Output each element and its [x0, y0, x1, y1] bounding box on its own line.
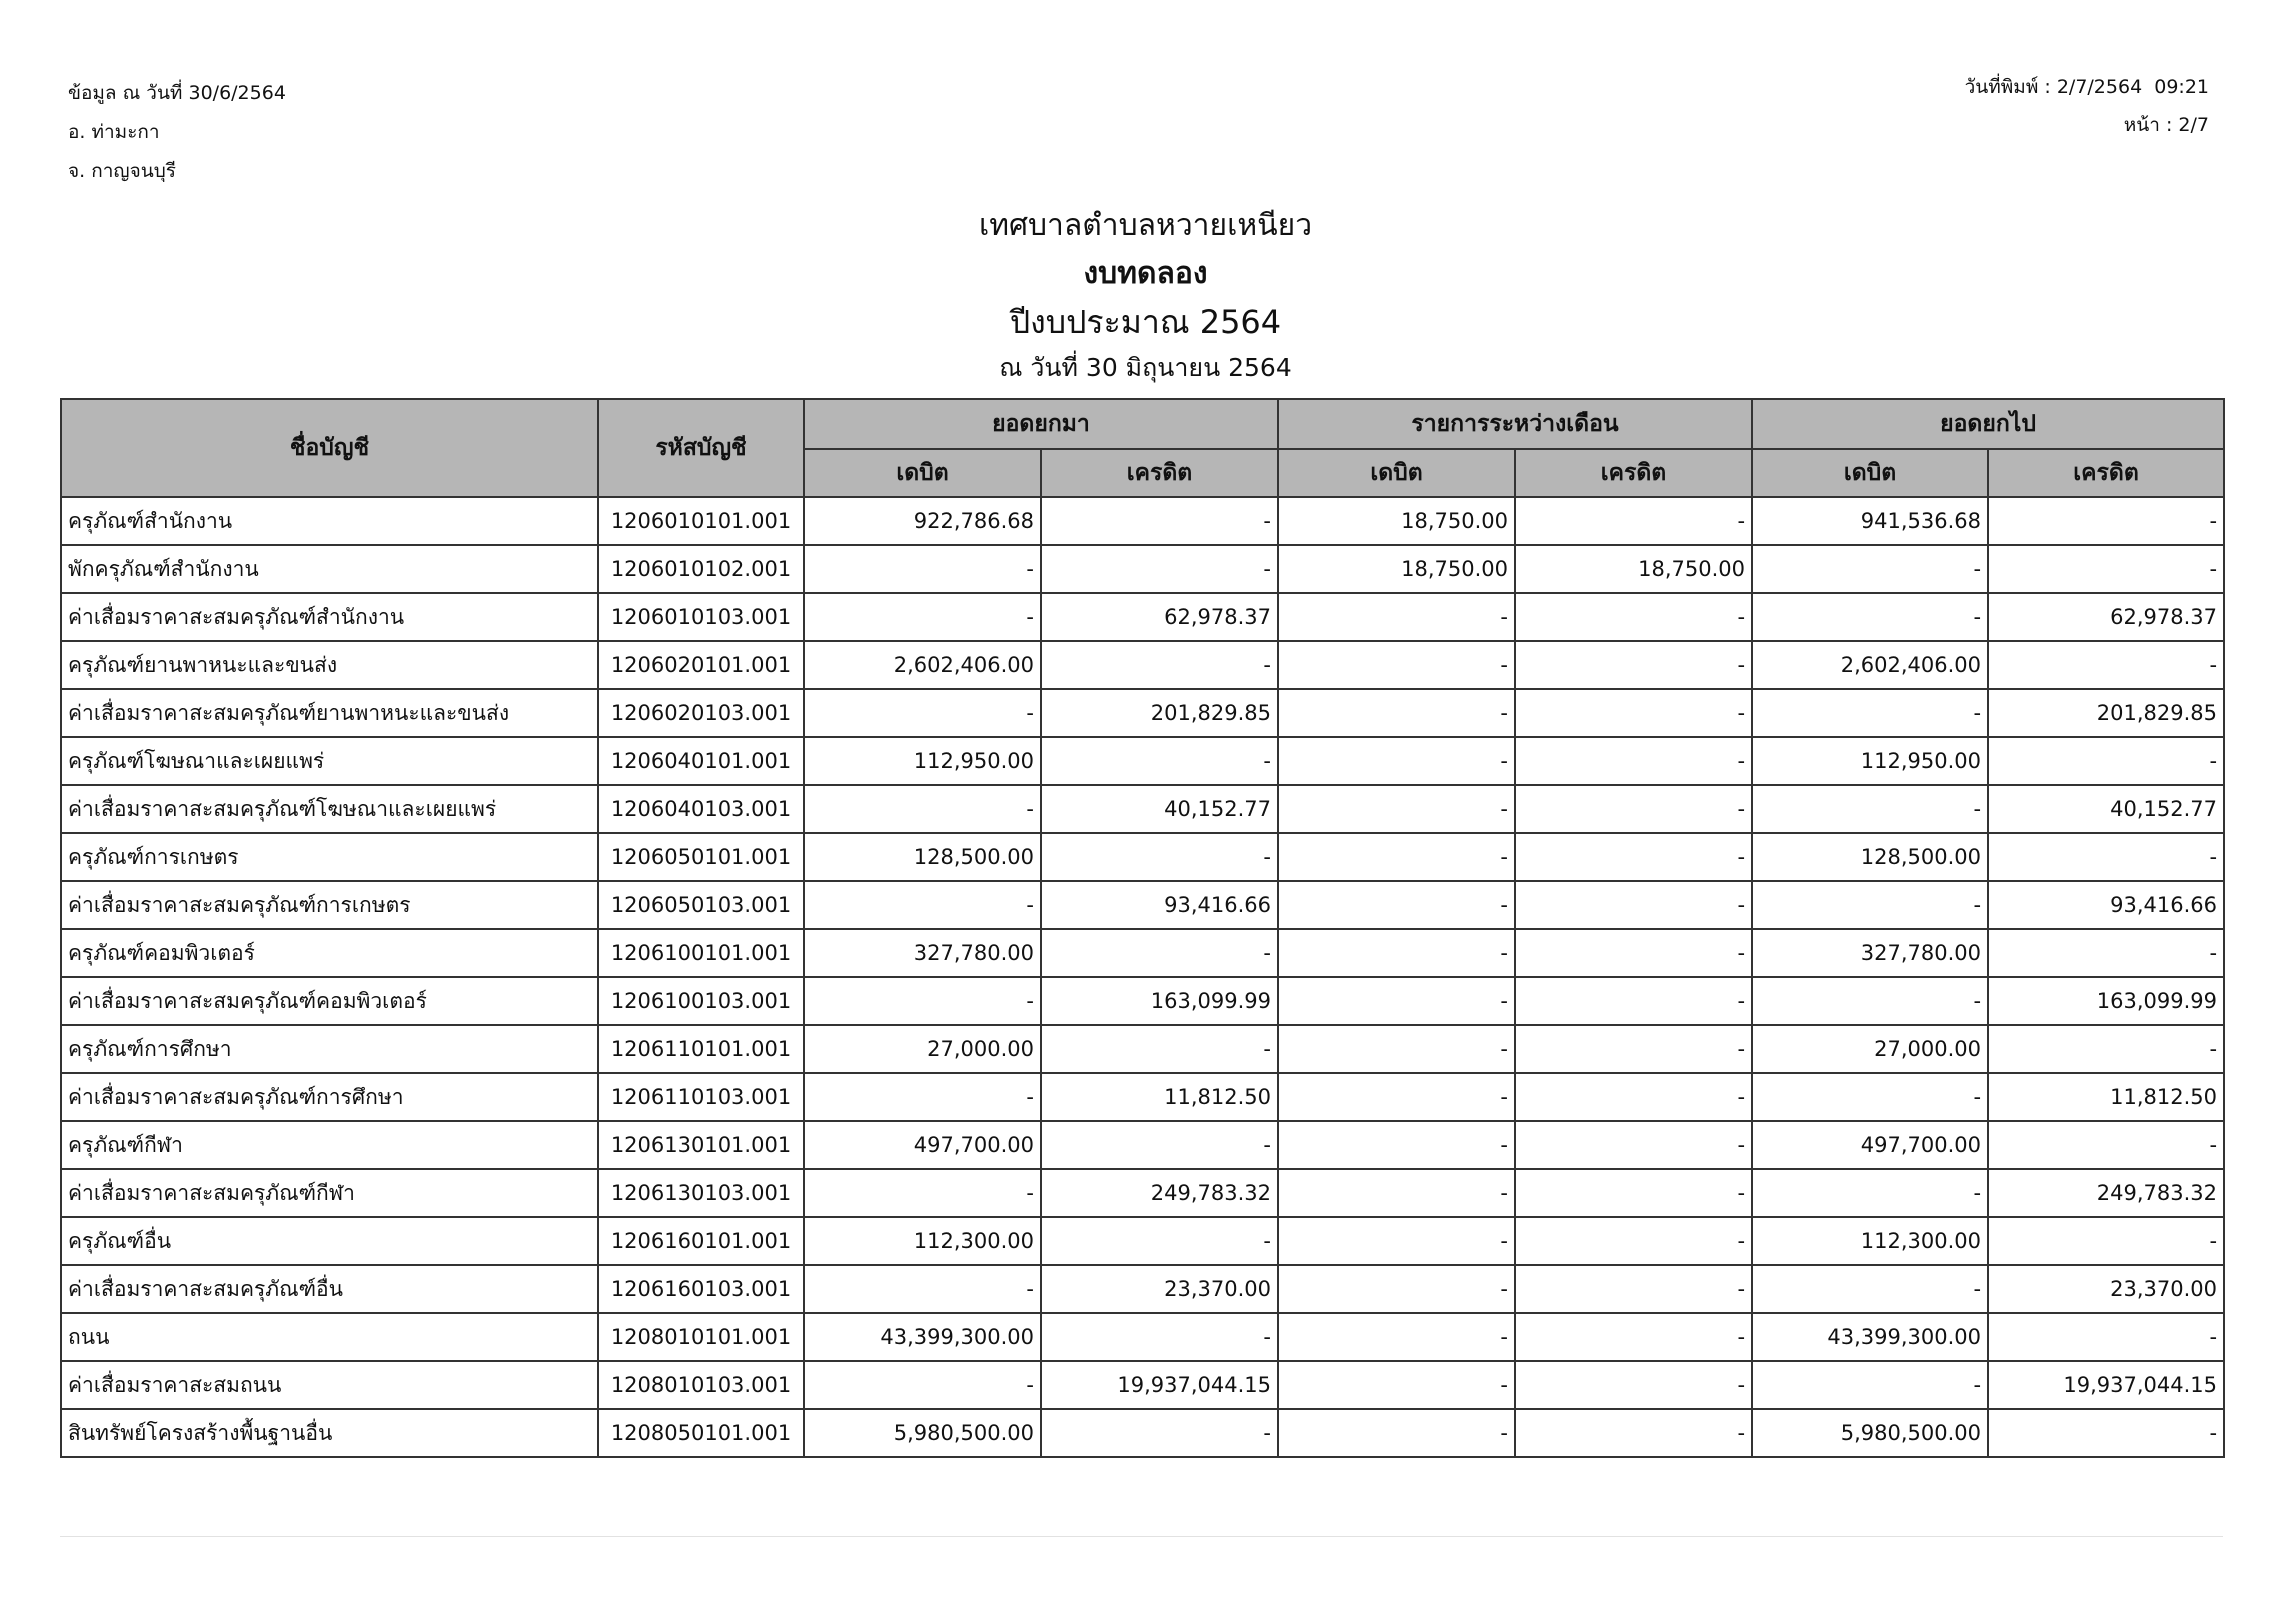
cf-debit-cell: 941,536.68 [1752, 497, 1988, 545]
account-code-cell: 1208050101.001 [598, 1409, 804, 1457]
account-code-cell: 1206160101.001 [598, 1217, 804, 1265]
table-row [61, 545, 2224, 593]
fiscal-year: ปีงบประมาณ 2564 [1009, 303, 1282, 341]
month-debit-cell: - [1278, 1073, 1515, 1121]
month-credit-cell: - [1515, 737, 1752, 785]
month-credit-cell: - [1515, 689, 1752, 737]
cf-debit-cell: - [1752, 689, 1988, 737]
month-credit-cell: - [1515, 641, 1752, 689]
month-credit-cell: - [1515, 1121, 1752, 1169]
month-debit-cell: - [1278, 977, 1515, 1025]
month-credit-cell: - [1515, 1025, 1752, 1073]
account-code-cell: 1206130101.001 [598, 1121, 804, 1169]
cf-debit-cell: 128,500.00 [1752, 833, 1988, 881]
bf-debit-cell: 27,000.00 [804, 1025, 1041, 1073]
bf-debit-cell: - [804, 881, 1041, 929]
table-row [61, 977, 2224, 1025]
bf-debit-cell: 922,786.68 [804, 497, 1041, 545]
account-name-cell: ค่าเสื่อมราคาสะสมครุภัณฑ์การเกษตร [61, 881, 598, 929]
account-name-cell: ค่าเสื่อมราคาสะสมครุภัณฑ์คอมพิวเตอร์ [61, 977, 598, 1025]
table-row [61, 641, 2224, 689]
bf-debit-cell: - [804, 1361, 1041, 1409]
account-code-cell: 1208010101.001 [598, 1313, 804, 1361]
header-cf-debit: เดบิต [1752, 449, 1988, 497]
bf-credit-cell: - [1041, 929, 1278, 977]
bf-debit-cell: 327,780.00 [804, 929, 1041, 977]
table-row [61, 881, 2224, 929]
cf-credit-cell: 201,829.85 [1988, 689, 2224, 737]
cf-credit-cell: - [1988, 1025, 2224, 1073]
bf-credit-cell: 201,829.85 [1041, 689, 1278, 737]
bf-debit-cell: - [804, 1169, 1041, 1217]
header-account-code: รหัสบัญชี [598, 399, 804, 497]
page-number-text: หน้า : 2/7 [2123, 114, 2209, 136]
header-bf-credit: เครดิต [1041, 449, 1278, 497]
table-row [61, 1265, 2224, 1313]
bf-credit-cell: - [1041, 545, 1278, 593]
month-debit-cell: - [1278, 1409, 1515, 1457]
cf-debit-cell: 2,602,406.00 [1752, 641, 1988, 689]
bf-credit-cell: - [1041, 737, 1278, 785]
bf-credit-cell: - [1041, 1409, 1278, 1457]
month-debit-cell: - [1278, 1361, 1515, 1409]
month-debit-cell: - [1278, 1121, 1515, 1169]
table-row [61, 497, 2224, 545]
account-name-cell: ครุภัณฑ์กีฬา [61, 1121, 598, 1169]
table-row [61, 785, 2224, 833]
bf-credit-cell: 11,812.50 [1041, 1073, 1278, 1121]
report-title: งบทดลอง [1083, 256, 1208, 291]
bf-debit-cell: 112,300.00 [804, 1217, 1041, 1265]
account-code-cell: 1206010101.001 [598, 497, 804, 545]
trial-balance-table [60, 398, 2225, 1458]
cf-credit-cell: - [1988, 497, 2224, 545]
month-credit-cell: - [1515, 1073, 1752, 1121]
cf-credit-cell: 163,099.99 [1988, 977, 2224, 1025]
account-name-cell: พักครุภัณฑ์สำนักงาน [61, 545, 598, 593]
cf-credit-cell: - [1988, 641, 2224, 689]
data-as-of-text: ข้อมูล ณ วันที่ 30/6/2564 [68, 82, 286, 104]
account-name-cell: ครุภัณฑ์โฆษณาและเผยแพร่ [61, 737, 598, 785]
cf-credit-cell: 11,812.50 [1988, 1073, 2224, 1121]
table-row [61, 1073, 2224, 1121]
month-credit-cell: - [1515, 929, 1752, 977]
cf-debit-cell: 43,399,300.00 [1752, 1313, 1988, 1361]
month-debit-cell: - [1278, 737, 1515, 785]
table-row [61, 1217, 2224, 1265]
month-credit-cell: - [1515, 593, 1752, 641]
table-row [61, 1169, 2224, 1217]
report-heading [0, 202, 2291, 390]
bf-credit-cell: - [1041, 1121, 1278, 1169]
month-credit-cell: - [1515, 977, 1752, 1025]
table-body [61, 497, 2224, 1457]
month-debit-cell: 18,750.00 [1278, 545, 1515, 593]
table-row [61, 833, 2224, 881]
account-code-cell: 1206020101.001 [598, 641, 804, 689]
account-code-cell: 1206040103.001 [598, 785, 804, 833]
bf-credit-cell: - [1041, 1025, 1278, 1073]
district-text: อ. ท่ามะกา [68, 121, 160, 143]
cf-debit-cell: - [1752, 977, 1988, 1025]
bf-credit-cell: 163,099.99 [1041, 977, 1278, 1025]
bf-credit-cell: - [1041, 641, 1278, 689]
account-code-cell: 1206100101.001 [598, 929, 804, 977]
bf-debit-cell: - [804, 977, 1041, 1025]
header-carried-forward: ยอดยกไป [1752, 399, 2224, 449]
table-row [61, 737, 2224, 785]
bf-debit-cell: - [804, 1073, 1041, 1121]
bf-debit-cell: - [804, 545, 1041, 593]
account-name-cell: ถนน [61, 1313, 598, 1361]
month-credit-cell: - [1515, 1361, 1752, 1409]
cf-credit-cell: - [1988, 1121, 2224, 1169]
account-code-cell: 1206100103.001 [598, 977, 804, 1025]
bf-credit-cell: 249,783.32 [1041, 1169, 1278, 1217]
cf-debit-cell: - [1752, 545, 1988, 593]
month-credit-cell: - [1515, 1409, 1752, 1457]
month-credit-cell: - [1515, 1265, 1752, 1313]
account-code-cell: 1206010102.001 [598, 545, 804, 593]
month-debit-cell: - [1278, 1265, 1515, 1313]
bf-debit-cell: 43,399,300.00 [804, 1313, 1041, 1361]
cf-credit-cell: 40,152.77 [1988, 785, 2224, 833]
cf-credit-cell: - [1988, 737, 2224, 785]
account-name-cell: ค่าเสื่อมราคาสะสมครุภัณฑ์ยานพาหนะและขนส่ง [61, 689, 598, 737]
month-debit-cell: - [1278, 833, 1515, 881]
cf-credit-cell: - [1988, 929, 2224, 977]
month-debit-cell: - [1278, 1169, 1515, 1217]
account-code-cell: 1206050101.001 [598, 833, 804, 881]
cf-debit-cell: - [1752, 593, 1988, 641]
month-credit-cell: - [1515, 785, 1752, 833]
cf-credit-cell: - [1988, 545, 2224, 593]
month-debit-cell: 18,750.00 [1278, 497, 1515, 545]
account-code-cell: 1206020103.001 [598, 689, 804, 737]
table-row [61, 1121, 2224, 1169]
account-name-cell: ค่าเสื่อมราคาสะสมครุภัณฑ์โฆษณาและเผยแพร่ [61, 785, 598, 833]
month-credit-cell: - [1515, 497, 1752, 545]
header-account-name: ชื่อบัญชี [61, 399, 598, 497]
cf-debit-cell: - [1752, 881, 1988, 929]
table-row [61, 593, 2224, 641]
table-row [61, 1361, 2224, 1409]
account-name-cell: ค่าเสื่อมราคาสะสมถนน [61, 1361, 598, 1409]
cf-credit-cell: - [1988, 1217, 2224, 1265]
bf-debit-cell: - [804, 785, 1041, 833]
header-month-credit: เครดิต [1515, 449, 1752, 497]
cf-debit-cell: - [1752, 1073, 1988, 1121]
cf-credit-cell: 19,937,044.15 [1988, 1361, 2224, 1409]
table-row [61, 929, 2224, 977]
month-credit-cell: - [1515, 1313, 1752, 1361]
bf-credit-cell: - [1041, 1313, 1278, 1361]
account-name-cell: สินทรัพย์โครงสร้างพื้นฐานอื่น [61, 1409, 598, 1457]
month-debit-cell: - [1278, 1025, 1515, 1073]
account-name-cell: ครุภัณฑ์สำนักงาน [61, 497, 598, 545]
cf-credit-cell: 62,978.37 [1988, 593, 2224, 641]
bf-credit-cell: 62,978.37 [1041, 593, 1278, 641]
month-debit-cell: - [1278, 689, 1515, 737]
print-date-text: วันที่พิมพ์ : 2/7/2564 09:21 [1964, 76, 2209, 98]
bf-credit-cell: - [1041, 833, 1278, 881]
cf-credit-cell: - [1988, 1313, 2224, 1361]
cf-debit-cell: - [1752, 785, 1988, 833]
cf-credit-cell: 23,370.00 [1988, 1265, 2224, 1313]
month-credit-cell: - [1515, 1217, 1752, 1265]
account-code-cell: 1206040101.001 [598, 737, 804, 785]
table-row [61, 689, 2224, 737]
month-credit-cell: 18,750.00 [1515, 545, 1752, 593]
report-meta-right [1965, 68, 2209, 144]
cf-credit-cell: 93,416.66 [1988, 881, 2224, 929]
account-code-cell: 1206110103.001 [598, 1073, 804, 1121]
account-name-cell: ครุภัณฑ์การเกษตร [61, 833, 598, 881]
account-name-cell: ค่าเสื่อมราคาสะสมครุภัณฑ์อื่น [61, 1265, 598, 1313]
table-row [61, 1025, 2224, 1073]
cf-debit-cell: 327,780.00 [1752, 929, 1988, 977]
month-credit-cell: - [1515, 833, 1752, 881]
table-row [61, 1313, 2224, 1361]
account-name-cell: ค่าเสื่อมราคาสะสมครุภัณฑ์สำนักงาน [61, 593, 598, 641]
bf-debit-cell: - [804, 1265, 1041, 1313]
bf-credit-cell: - [1041, 1217, 1278, 1265]
cf-debit-cell: 5,980,500.00 [1752, 1409, 1988, 1457]
bf-debit-cell: - [804, 593, 1041, 641]
account-name-cell: ครุภัณฑ์ยานพาหนะและขนส่ง [61, 641, 598, 689]
bf-debit-cell: 112,950.00 [804, 737, 1041, 785]
month-debit-cell: - [1278, 785, 1515, 833]
cf-debit-cell: 112,300.00 [1752, 1217, 1988, 1265]
month-debit-cell: - [1278, 881, 1515, 929]
bf-debit-cell: 497,700.00 [804, 1121, 1041, 1169]
bf-credit-cell: 19,937,044.15 [1041, 1361, 1278, 1409]
header-month-debit: เดบิต [1278, 449, 1515, 497]
cf-debit-cell: - [1752, 1361, 1988, 1409]
month-debit-cell: - [1278, 641, 1515, 689]
bf-debit-cell: 5,980,500.00 [804, 1409, 1041, 1457]
organization-name: เทศบาลตำบลหวายเหนียว [978, 208, 1313, 243]
account-code-cell: 1206010103.001 [598, 593, 804, 641]
province-text: จ. กาญจนบุรี [68, 160, 176, 182]
cf-debit-cell: - [1752, 1169, 1988, 1217]
bf-debit-cell: - [804, 689, 1041, 737]
cf-debit-cell: - [1752, 1265, 1988, 1313]
cf-credit-cell: 249,783.32 [1988, 1169, 2224, 1217]
bf-debit-cell: 2,602,406.00 [804, 641, 1041, 689]
account-name-cell: ครุภัณฑ์การศึกษา [61, 1025, 598, 1073]
account-name-cell: ครุภัณฑ์คอมพิวเตอร์ [61, 929, 598, 977]
header-brought-forward: ยอดยกมา [804, 399, 1278, 449]
account-name-cell: ครุภัณฑ์อื่น [61, 1217, 598, 1265]
account-code-cell: 1206050103.001 [598, 881, 804, 929]
bf-credit-cell: - [1041, 497, 1278, 545]
month-debit-cell: - [1278, 593, 1515, 641]
cf-debit-cell: 112,950.00 [1752, 737, 1988, 785]
account-code-cell: 1206160103.001 [598, 1265, 804, 1313]
month-debit-cell: - [1278, 1217, 1515, 1265]
bf-credit-cell: 23,370.00 [1041, 1265, 1278, 1313]
cf-debit-cell: 27,000.00 [1752, 1025, 1988, 1073]
account-name-cell: ค่าเสื่อมราคาสะสมครุภัณฑ์การศึกษา [61, 1073, 598, 1121]
header-cf-credit: เครดิต [1988, 449, 2224, 497]
month-debit-cell: - [1278, 929, 1515, 977]
bf-debit-cell: 128,500.00 [804, 833, 1041, 881]
account-code-cell: 1206110101.001 [598, 1025, 804, 1073]
table-row [61, 1409, 2224, 1457]
table-header-row [61, 399, 2224, 449]
bf-credit-cell: 93,416.66 [1041, 881, 1278, 929]
report-as-of-date: ณ วันที่ 30 มิถุนายน 2564 [999, 353, 1292, 382]
cf-credit-cell: - [1988, 1409, 2224, 1457]
account-name-cell: ค่าเสื่อมราคาสะสมครุภัณฑ์กีฬา [61, 1169, 598, 1217]
cf-debit-cell: 497,700.00 [1752, 1121, 1988, 1169]
month-credit-cell: - [1515, 881, 1752, 929]
header-during-month: รายการระหว่างเดือน [1278, 399, 1752, 449]
account-code-cell: 1206130103.001 [598, 1169, 804, 1217]
page-divider [60, 1536, 2223, 1537]
header-bf-debit: เดบิต [804, 449, 1041, 497]
month-credit-cell: - [1515, 1169, 1752, 1217]
cf-credit-cell: - [1988, 833, 2224, 881]
bf-credit-cell: 40,152.77 [1041, 785, 1278, 833]
report-meta-left [68, 74, 286, 191]
month-debit-cell: - [1278, 1313, 1515, 1361]
account-code-cell: 1208010103.001 [598, 1361, 804, 1409]
